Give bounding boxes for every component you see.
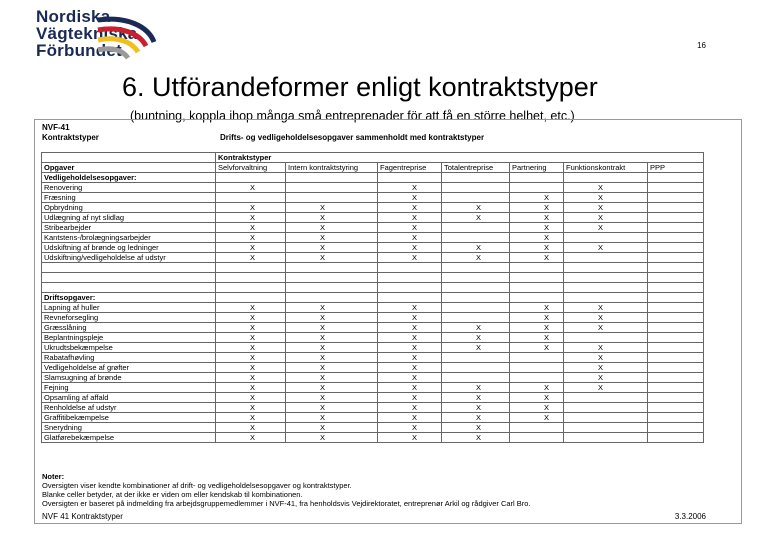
footer-date: 3.3.2006 <box>674 512 706 521</box>
column-header: Partnering <box>510 163 564 173</box>
table-row <box>42 373 704 383</box>
mark-cell <box>442 223 510 233</box>
mark-cell: X <box>564 343 648 353</box>
mark-cell: X <box>442 333 510 343</box>
table-row <box>42 223 704 233</box>
mark-cell: X <box>378 193 442 203</box>
notes-title: Noter: <box>42 472 65 481</box>
mark-cell: X <box>510 223 564 233</box>
task-cell: Udskiftning af brønde og ledninger <box>42 243 216 253</box>
table-row <box>42 233 704 243</box>
mark-cell <box>648 423 704 433</box>
mark-cell <box>564 423 648 433</box>
mark-cell <box>564 413 648 423</box>
mark-cell <box>648 343 704 353</box>
mark-cell: X <box>378 363 442 373</box>
note-3: Oversigten er baseret på indmelding fra arbejdsgruppemedlemmer i NVF-41, fra henholdsvis Vejdirektoratet, entreprenør Arkil og rådgiver Carl Bro. <box>42 499 531 508</box>
blank-row <box>42 273 704 283</box>
mark-cell: X <box>442 253 510 263</box>
mark-cell <box>510 363 564 373</box>
task-cell: Revneforsegling <box>42 313 216 323</box>
mark-cell: X <box>564 203 648 213</box>
empty-cell <box>510 273 564 283</box>
table-row <box>42 303 704 313</box>
notes <box>42 472 531 508</box>
mark-cell: X <box>378 383 442 393</box>
column-header: PPP <box>648 163 704 173</box>
mark-cell: X <box>442 423 510 433</box>
doc-heading-3: Drifts- og vedligeholdelsesopgaver sammenholdt med kontraktstyper <box>220 133 485 142</box>
mark-cell: X <box>564 323 648 333</box>
mark-cell: X <box>216 383 286 393</box>
empty-cell <box>378 173 442 183</box>
mark-cell: X <box>510 243 564 253</box>
mark-cell: X <box>216 433 286 443</box>
mark-cell: X <box>286 203 378 213</box>
mark-cell: X <box>378 253 442 263</box>
empty-cell <box>442 263 510 273</box>
mark-cell: X <box>564 213 648 223</box>
mark-cell: X <box>510 393 564 403</box>
section-title: Driftsopgaver: <box>42 293 216 303</box>
empty-cell <box>648 283 704 293</box>
mark-cell: X <box>442 203 510 213</box>
column-header: Totalentreprise <box>442 163 510 173</box>
empty-cell <box>42 283 216 293</box>
empty-cell <box>564 293 648 303</box>
empty-cell <box>378 293 442 303</box>
mark-cell: X <box>510 303 564 313</box>
mark-cell: X <box>442 433 510 443</box>
mark-cell: X <box>378 353 442 363</box>
mark-cell <box>510 353 564 363</box>
mark-cell: X <box>378 213 442 223</box>
mark-cell: X <box>378 233 442 243</box>
mark-cell: X <box>378 413 442 423</box>
mark-cell: X <box>378 183 442 193</box>
mark-cell: X <box>564 383 648 393</box>
mark-cell: X <box>286 303 378 313</box>
task-cell: Snerydning <box>42 423 216 433</box>
mark-cell <box>510 373 564 383</box>
mark-cell: X <box>510 323 564 333</box>
mark-cell: X <box>510 233 564 243</box>
mark-cell: X <box>378 313 442 323</box>
mark-cell <box>442 353 510 363</box>
column-header: Funktionskontrakt <box>564 163 648 173</box>
mark-cell: X <box>442 343 510 353</box>
empty-cell <box>286 173 378 183</box>
mark-cell: X <box>510 403 564 413</box>
mark-cell: X <box>216 353 286 363</box>
task-cell: Glatførebekæmpelse <box>42 433 216 443</box>
doc-heading <box>42 123 99 143</box>
mark-cell: X <box>378 333 442 343</box>
mark-cell <box>648 403 704 413</box>
empty-cell <box>216 283 286 293</box>
empty-cell <box>378 273 442 283</box>
column-header: Intern kontraktstyring <box>286 163 378 173</box>
empty-cell <box>648 173 704 183</box>
mark-cell <box>442 303 510 313</box>
mark-cell <box>286 183 378 193</box>
table-row <box>42 383 704 393</box>
empty-cell <box>564 173 648 183</box>
mark-cell: X <box>564 183 648 193</box>
empty-cell <box>442 273 510 283</box>
empty-cell <box>442 283 510 293</box>
table-row <box>42 213 704 223</box>
blank-row <box>42 263 704 273</box>
logo-line-3: Förbundet <box>36 41 122 60</box>
mark-cell: X <box>442 213 510 223</box>
mark-cell: X <box>216 213 286 223</box>
mark-cell: X <box>564 193 648 203</box>
task-cell: Udskiftning/vedligeholdelse af udstyr <box>42 253 216 263</box>
table-row <box>42 393 704 403</box>
empty-cell <box>216 293 286 303</box>
section-title: Vedligeholdelsesopgaver: <box>42 173 216 183</box>
mark-cell <box>648 243 704 253</box>
mark-cell: X <box>286 323 378 333</box>
mark-cell: X <box>378 303 442 313</box>
mark-cell <box>564 233 648 243</box>
mark-cell: X <box>216 303 286 313</box>
mark-cell: X <box>216 203 286 213</box>
empty-cell <box>648 293 704 303</box>
mark-cell <box>442 193 510 203</box>
nvf-logo <box>8 2 158 64</box>
mark-cell: X <box>216 183 286 193</box>
mark-cell: X <box>378 243 442 253</box>
empty-cell <box>564 263 648 273</box>
mark-cell <box>442 373 510 383</box>
mark-cell <box>648 233 704 243</box>
task-cell: Lapning af huller <box>42 303 216 313</box>
mark-cell: X <box>510 343 564 353</box>
logo-line-2: Vägtekniska <box>36 24 138 43</box>
table-row <box>42 433 704 443</box>
mark-cell: X <box>510 193 564 203</box>
mark-cell: X <box>510 413 564 423</box>
mark-cell: X <box>286 333 378 343</box>
mark-cell: X <box>378 203 442 213</box>
mark-cell: X <box>442 393 510 403</box>
mark-cell: X <box>510 203 564 213</box>
mark-cell: X <box>442 403 510 413</box>
mark-cell: X <box>564 363 648 373</box>
task-cell: Slamsugning af brønde <box>42 373 216 383</box>
task-cell: Græsslåning <box>42 323 216 333</box>
mark-cell: X <box>564 223 648 233</box>
mark-cell <box>564 393 648 403</box>
mark-cell: X <box>286 403 378 413</box>
mark-cell: X <box>216 343 286 353</box>
mark-cell: X <box>378 373 442 383</box>
mark-cell: X <box>216 323 286 333</box>
mark-cell: X <box>378 433 442 443</box>
mark-cell: X <box>378 323 442 333</box>
mark-cell: X <box>378 423 442 433</box>
mark-cell: X <box>442 413 510 423</box>
mark-cell: X <box>216 223 286 233</box>
mark-cell: X <box>216 313 286 323</box>
blank-row <box>42 283 704 293</box>
empty-cell <box>648 263 704 273</box>
empty-cell <box>216 173 286 183</box>
mark-cell <box>648 383 704 393</box>
mark-cell: X <box>510 313 564 323</box>
mark-cell: X <box>286 353 378 363</box>
blank-cell <box>42 153 216 163</box>
mark-cell <box>648 303 704 313</box>
mark-cell: X <box>510 253 564 263</box>
table-row <box>42 323 704 333</box>
group-header-row <box>42 153 704 163</box>
mark-cell <box>648 323 704 333</box>
task-cell: Beplantningspleje <box>42 333 216 343</box>
mark-cell <box>564 433 648 443</box>
mark-cell <box>648 413 704 423</box>
mark-cell: X <box>378 403 442 413</box>
empty-cell <box>286 293 378 303</box>
mark-cell: X <box>216 373 286 383</box>
mark-cell: X <box>510 213 564 223</box>
mark-cell <box>564 253 648 263</box>
empty-cell <box>564 273 648 283</box>
section-title-row <box>42 173 704 183</box>
empty-cell <box>510 263 564 273</box>
mark-cell: X <box>286 393 378 403</box>
empty-cell <box>42 273 216 283</box>
empty-cell <box>42 263 216 273</box>
mark-cell: X <box>564 313 648 323</box>
table-row <box>42 193 704 203</box>
mark-cell <box>648 393 704 403</box>
mark-cell <box>648 353 704 363</box>
mark-cell <box>564 403 648 413</box>
table-row <box>42 353 704 363</box>
table-row <box>42 403 704 413</box>
group-header-cell: Kontraktstyper <box>216 153 704 163</box>
page-number: 16 <box>697 41 706 50</box>
task-cell: Fræsning <box>42 193 216 203</box>
table-row <box>42 243 704 253</box>
table-row <box>42 343 704 353</box>
column-header-row <box>42 163 704 173</box>
task-cell: Stribearbejder <box>42 223 216 233</box>
task-cell: Vedligeholdelse af grøfter <box>42 363 216 373</box>
mark-cell <box>648 223 704 233</box>
mark-cell: X <box>216 403 286 413</box>
doc-heading-2: Kontraktstyper <box>42 133 99 142</box>
mark-cell: X <box>510 333 564 343</box>
mark-cell <box>648 333 704 343</box>
empty-cell <box>216 263 286 273</box>
empty-cell <box>510 283 564 293</box>
table-row <box>42 253 704 263</box>
mark-cell: X <box>216 363 286 373</box>
table-row <box>42 423 704 433</box>
mark-cell: X <box>286 373 378 383</box>
mark-cell <box>510 183 564 193</box>
column-header: Fagentreprise <box>378 163 442 173</box>
mark-cell <box>648 183 704 193</box>
mark-cell: X <box>564 353 648 363</box>
mark-cell: X <box>216 243 286 253</box>
mark-cell <box>442 363 510 373</box>
mark-cell: X <box>286 433 378 443</box>
mark-cell <box>286 193 378 203</box>
table-row <box>42 333 704 343</box>
mark-cell <box>564 333 648 343</box>
mark-cell: X <box>286 363 378 373</box>
empty-cell <box>378 263 442 273</box>
mark-cell: X <box>286 223 378 233</box>
mark-cell: X <box>286 233 378 243</box>
table-row <box>42 313 704 323</box>
note-1: Oversigten viser kendte kombinationer af drift- og vedligeholdelsesopgaver og kontraktstyper. <box>42 481 352 490</box>
mark-cell: X <box>286 413 378 423</box>
mark-cell: X <box>286 383 378 393</box>
task-cell: Opsamling af affald <box>42 393 216 403</box>
empty-cell <box>286 263 378 273</box>
task-cell: Renovering <box>42 183 216 193</box>
empty-cell <box>564 283 648 293</box>
slide-title: 6. Utförandeformer enligt kontraktstyper <box>122 72 598 102</box>
slide-subtitle: (buntning, koppla ihop många små entreprenader för att få en större helhet, etc.) <box>130 109 575 123</box>
empty-cell <box>510 293 564 303</box>
empty-cell <box>510 173 564 183</box>
mark-cell: X <box>442 383 510 393</box>
logo-line-1: Nordiska <box>36 7 111 26</box>
column-header: Selvforvaltning <box>216 163 286 173</box>
logo-swirl-icon <box>96 12 160 62</box>
table-row <box>42 363 704 373</box>
mark-cell: X <box>378 343 442 353</box>
task-cell: Ukrudtsbekæmpelse <box>42 343 216 353</box>
task-cell: Graffitibekæmpelse <box>42 413 216 423</box>
task-cell: Renholdelse af udstyr <box>42 403 216 413</box>
contract-table <box>41 152 704 443</box>
mark-cell <box>648 363 704 373</box>
mark-cell: X <box>378 393 442 403</box>
mark-cell: X <box>216 333 286 343</box>
doc-heading-1: NVF-41 <box>42 123 70 132</box>
mark-cell: X <box>286 213 378 223</box>
empty-cell <box>286 273 378 283</box>
empty-cell <box>442 173 510 183</box>
task-cell: Fejning <box>42 383 216 393</box>
mark-cell <box>648 203 704 213</box>
mark-cell: X <box>510 383 564 393</box>
table-row <box>42 203 704 213</box>
mark-cell: X <box>216 253 286 263</box>
mark-cell: X <box>564 373 648 383</box>
mark-cell: X <box>564 243 648 253</box>
mark-cell <box>648 213 704 223</box>
mark-cell: X <box>286 343 378 353</box>
empty-cell <box>286 283 378 293</box>
mark-cell: X <box>216 413 286 423</box>
table-row <box>42 413 704 423</box>
task-cell: Opbrydning <box>42 203 216 213</box>
mark-cell <box>442 183 510 193</box>
section-title-row <box>42 293 704 303</box>
mark-cell: X <box>216 233 286 243</box>
task-cell: Kantstens-/brolægningsarbejder <box>42 233 216 243</box>
mark-cell: X <box>442 243 510 253</box>
empty-cell <box>442 293 510 303</box>
note-2: Blanke celler betyder, at der ikke er viden om eller kendskab til kombinationen. <box>42 490 303 499</box>
mark-cell <box>216 193 286 203</box>
mark-cell <box>648 193 704 203</box>
mark-cell: X <box>564 303 648 313</box>
empty-cell <box>216 273 286 283</box>
mark-cell: X <box>378 223 442 233</box>
column-header: Opgaver <box>42 163 216 173</box>
mark-cell: X <box>216 393 286 403</box>
mark-cell <box>510 423 564 433</box>
mark-cell <box>510 433 564 443</box>
empty-cell <box>648 273 704 283</box>
empty-cell <box>378 283 442 293</box>
mark-cell: X <box>286 313 378 323</box>
mark-cell: X <box>286 423 378 433</box>
mark-cell <box>648 253 704 263</box>
mark-cell: X <box>442 323 510 333</box>
mark-cell: X <box>286 243 378 253</box>
task-cell: Rabatafhøvling <box>42 353 216 363</box>
mark-cell <box>648 313 704 323</box>
mark-cell: X <box>286 253 378 263</box>
mark-cell: X <box>216 423 286 433</box>
mark-cell <box>442 313 510 323</box>
mark-cell <box>648 433 704 443</box>
mark-cell <box>442 233 510 243</box>
table-row <box>42 183 704 193</box>
task-cell: Udlægning af nyt slidlag <box>42 213 216 223</box>
mark-cell <box>648 373 704 383</box>
footer-left: NVF 41 Kontraktstyper <box>42 512 123 521</box>
